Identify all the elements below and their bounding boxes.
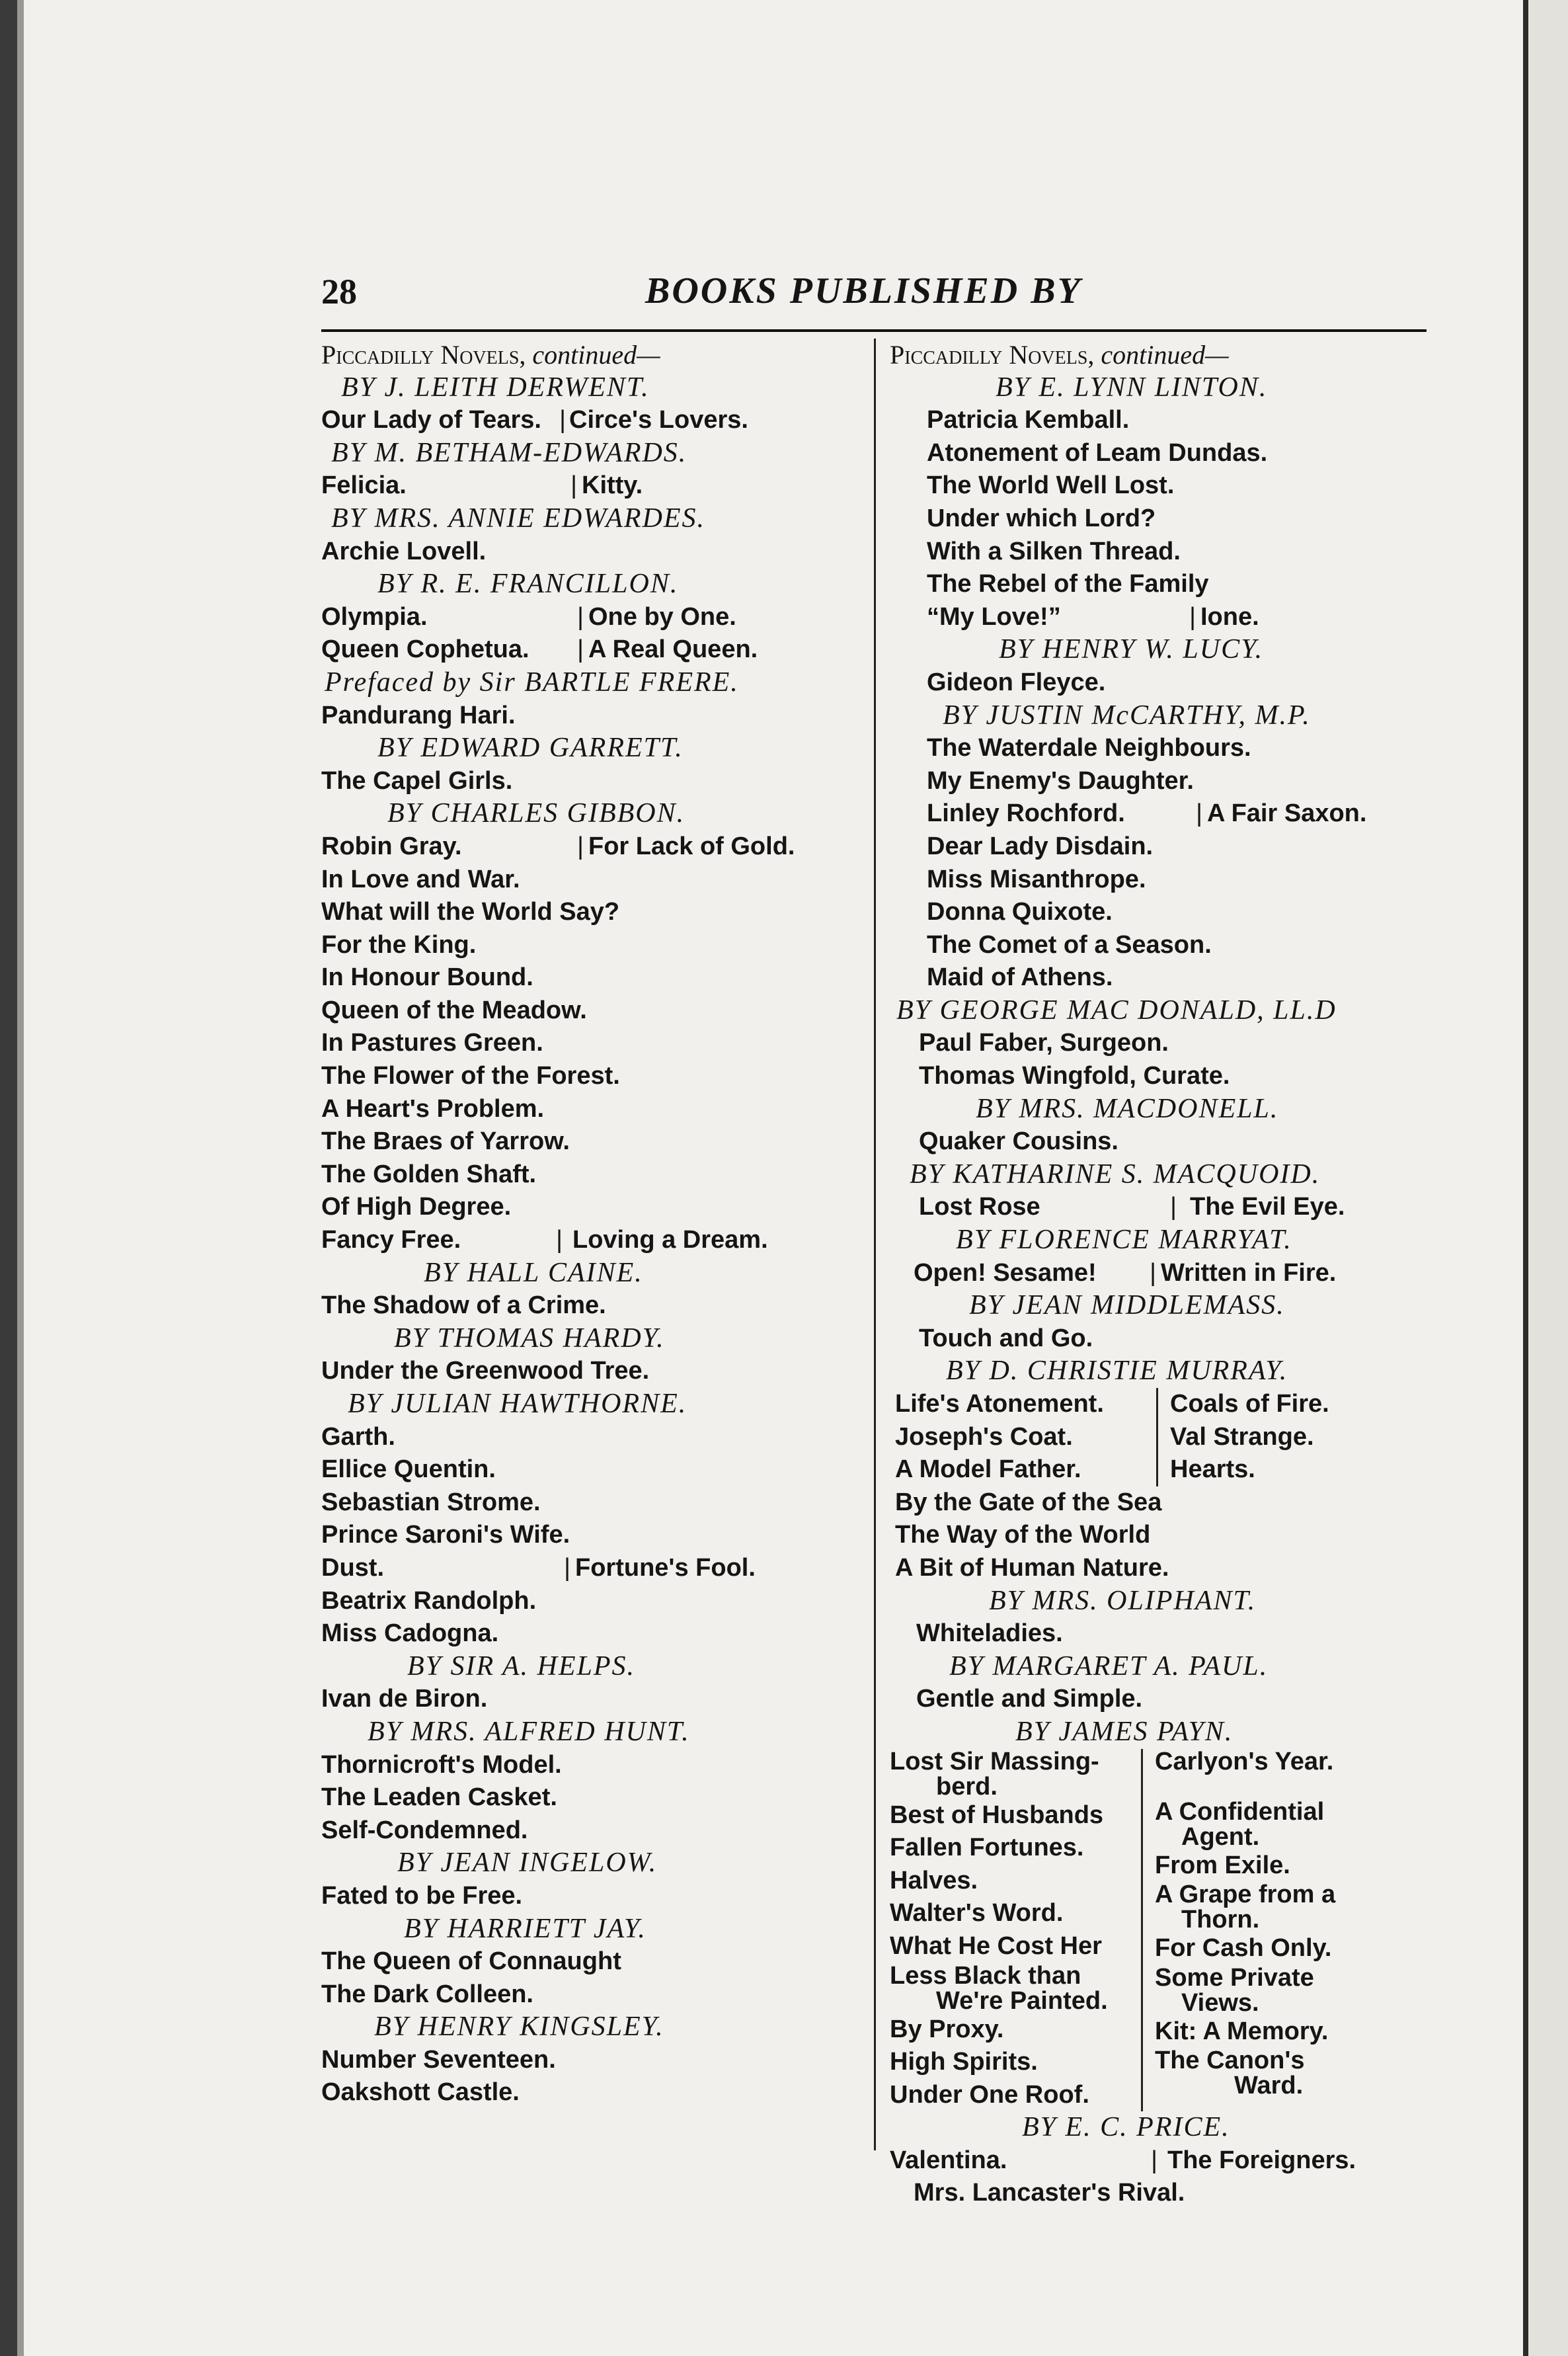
title-separator: | — [577, 635, 584, 664]
book-title: What will the World Say? — [321, 898, 620, 926]
book-title: The Rebel of the Family — [927, 570, 1209, 598]
book-title: Gentle and Simple. — [916, 1685, 1143, 1713]
book-title: Miss Cadogna. — [321, 1619, 499, 1648]
book-title: A Confidential — [1155, 1797, 1325, 1826]
book-title: Fancy Free. — [321, 1226, 461, 1254]
book-title: Views. — [1181, 1988, 1259, 2017]
book-title: The Braes of Yarrow. — [321, 1127, 570, 1156]
book-title: “My Love!” — [927, 602, 1061, 631]
book-title: Olympia. — [321, 602, 428, 631]
book-title: Ione. — [1200, 602, 1259, 631]
book-title: We're Painted. — [936, 1986, 1108, 2015]
book-title: For the King. — [321, 930, 477, 959]
title-pair — [321, 831, 857, 864]
author-heading: BY MRS. OLIPHANT. — [989, 1585, 1257, 1616]
book-title: Ellice Quentin. — [321, 1455, 496, 1484]
book-title: Whiteladies. — [916, 1619, 1063, 1648]
book-title: Some Private — [1155, 1963, 1314, 1992]
right-column — [890, 339, 1432, 2210]
book-title: What He Cost Her — [890, 1931, 1102, 1960]
book-title: Circe's Lovers. — [569, 406, 748, 434]
title-pair — [321, 633, 857, 667]
book-title: In Pastures Green. — [321, 1029, 543, 1057]
title-list-column — [1143, 1749, 1335, 2112]
book-title: The Queen of Connaught — [321, 1947, 621, 1976]
author-heading: BY R. E. FRANCILLON. — [377, 569, 679, 600]
book-title: For Cash Only. — [1155, 1934, 1332, 1963]
book-title: Fortune's Fool. — [575, 1553, 756, 1582]
title-pair — [321, 1552, 857, 1585]
book-title: Patricia Kemball. — [927, 406, 1130, 434]
book-title: The World Well Lost. — [927, 471, 1175, 500]
title-separator: | — [559, 406, 566, 434]
author-heading: BY MRS. ALFRED HUNT. — [368, 1716, 690, 1747]
author-heading: BY KATHARINE S. MACQUOID. — [910, 1158, 1321, 1190]
title-pair — [890, 797, 1432, 831]
title-pair — [890, 601, 1432, 634]
author-heading: BY SIR A. HELPS. — [407, 1650, 636, 1682]
book-title: Garth. — [321, 1422, 395, 1451]
title-separator: | — [1150, 1258, 1156, 1287]
book-title: Queen Cophetua. — [321, 635, 529, 664]
title-pair — [321, 601, 857, 634]
author-heading: BY E. C. PRICE. — [1022, 2112, 1230, 2143]
two-column-title-list — [890, 1749, 1432, 2112]
author-heading: BY D. CHRISTIE MURRAY. — [946, 1356, 1288, 1387]
two-column-title-list — [890, 1388, 1432, 1486]
book-title: The Dark Colleen. — [321, 1980, 533, 2008]
book-title: A Grape from a — [1155, 1881, 1336, 1909]
author-heading: BY HENRY W. LUCY. — [999, 634, 1264, 665]
author-heading: BY THOMAS HARDY. — [394, 1322, 665, 1354]
section-head: Piccadilly Novels, continued— — [321, 340, 660, 370]
book-title: Pandurang Hari. — [321, 701, 516, 729]
author-heading: BY GEORGE MAC DONALD, LL.D — [896, 995, 1337, 1026]
book-title: Oakshott Castle. — [321, 2078, 520, 2107]
book-title: Hearts. — [1170, 1455, 1255, 1484]
header-rule — [321, 329, 1427, 332]
book-title: For Lack of Gold. — [588, 832, 795, 860]
book-spine-shadow — [0, 0, 17, 2356]
book-title: Kit: A Memory. — [1155, 2017, 1329, 2045]
book-title: Donna Quixote. — [927, 898, 1113, 926]
book-title: Lost Rose — [919, 1193, 1040, 1221]
book-title: The Capel Girls. — [321, 766, 513, 795]
author-heading: Prefaced by Sir BARTLE FRERE. — [325, 667, 739, 698]
book-title: Carlyon's Year. — [1155, 1747, 1334, 1775]
book-title: One by One. — [588, 602, 736, 631]
book-title: Loving a Dream. — [572, 1226, 768, 1254]
book-title: Of High Degree. — [321, 1193, 512, 1221]
book-title: The Canon's — [1155, 2047, 1305, 2075]
book-title: Atonement of Leam Dundas. — [927, 438, 1268, 467]
book-title: A Fair Saxon. — [1207, 799, 1367, 828]
book-title: With a Silken Thread. — [927, 537, 1181, 565]
book-title: Beatrix Randolph. — [321, 1586, 537, 1615]
book-title: By Proxy. — [890, 2015, 1004, 2043]
title-separator: | — [1196, 799, 1202, 828]
book-title: Kitty. — [582, 471, 643, 500]
book-title: Under the Greenwood Tree. — [321, 1357, 650, 1385]
book-title: Open! Sesame! — [914, 1258, 1097, 1287]
column-divider — [874, 339, 876, 2150]
title-separator: | — [1189, 602, 1196, 631]
title-pair — [890, 1191, 1432, 1224]
book-title: Self-Condemned. — [321, 1816, 528, 1844]
author-heading: BY JUSTIN McCARTHY, M.P. — [943, 700, 1311, 731]
book-title: Ward. — [1234, 2072, 1304, 2100]
book-title: Written in Fire. — [1161, 1258, 1337, 1287]
book-title: My Enemy's Daughter. — [927, 766, 1194, 795]
author-heading: BY FLORENCE MARRYAT. — [956, 1225, 1292, 1256]
title-separator: | — [577, 832, 584, 860]
book-title: Valentina. — [890, 2146, 1007, 2174]
book-title: Life's Atonement. — [895, 1390, 1104, 1418]
book-title: In Love and War. — [321, 865, 520, 893]
author-heading: BY HALL CAINE. — [424, 1257, 643, 1288]
title-pair — [890, 2144, 1432, 2177]
author-heading: BY J. LEITH DERWENT. — [341, 372, 650, 403]
book-title: Agent. — [1181, 1822, 1260, 1851]
book-title: Best of Husbands — [890, 1801, 1104, 1829]
book-title: Archie Lovell. — [321, 537, 487, 565]
book-title: A Bit of Human Nature. — [895, 1553, 1169, 1582]
title-separator: | — [570, 471, 577, 500]
title-pair — [890, 1257, 1432, 1290]
book-title: Val Strange. — [1170, 1422, 1314, 1451]
author-heading: BY E. LYNN LINTON. — [996, 372, 1268, 403]
book-title: By the Gate of the Sea — [895, 1488, 1162, 1516]
book-title: A Model Father. — [895, 1455, 1081, 1484]
book-title: Sebastian Strome. — [321, 1488, 541, 1516]
book-title: Our Lady of Tears. — [321, 406, 541, 434]
book-title: Fallen Fortunes. — [890, 1834, 1084, 1862]
page-edge-shadow — [1523, 0, 1528, 2356]
title-list-column — [890, 1388, 1158, 1486]
book-title: A Real Queen. — [588, 635, 758, 664]
book-title: Joseph's Coat. — [895, 1422, 1073, 1451]
book-title: Paul Faber, Surgeon. — [919, 1029, 1169, 1057]
title-separator: | — [556, 1226, 563, 1254]
book-title: Dust. — [321, 1553, 384, 1582]
book-title: From Exile. — [1155, 1851, 1290, 1879]
book-title: Prince Saroni's Wife. — [321, 1521, 570, 1549]
book-title: Dear Lady Disdain. — [927, 832, 1154, 860]
book-title: Ivan de Biron. — [321, 1685, 488, 1713]
page-number: 28 — [321, 272, 357, 311]
author-heading: BY JEAN INGELOW. — [397, 1848, 658, 1879]
book-title: Touch and Go. — [919, 1324, 1093, 1352]
book-title: Thorn. — [1181, 1906, 1260, 1934]
book-title: The Golden Shaft. — [321, 1160, 537, 1188]
title-pair — [321, 469, 857, 503]
book-title: A Heart's Problem. — [321, 1094, 545, 1123]
title-separator: | — [564, 1553, 570, 1582]
title-separator: | — [1151, 2146, 1157, 2174]
book-title: High Spirits. — [890, 2048, 1038, 2076]
author-heading: BY EDWARD GARRETT. — [377, 733, 684, 764]
book-title: The Way of the World — [895, 1521, 1151, 1549]
book-title: The Shadow of a Crime. — [321, 1291, 606, 1320]
book-title: Number Seventeen. — [321, 2045, 556, 2074]
author-heading: BY JAMES PAYN. — [1015, 1716, 1234, 1747]
author-heading: BY JEAN MIDDLEMASS. — [969, 1290, 1285, 1321]
book-title: Less Black than — [890, 1961, 1081, 1990]
book-title: berd. — [936, 1772, 998, 1801]
author-heading: BY M. BETHAM-EDWARDS. — [331, 437, 687, 468]
book-title: Under One Roof. — [890, 2080, 1089, 2109]
book-title: Gideon Fleyce. — [927, 668, 1106, 696]
title-pair — [321, 1224, 857, 1257]
next-page-edge — [1528, 0, 1568, 2356]
book-title: The Leaden Casket. — [321, 1783, 557, 1812]
author-heading: BY JULIAN HAWTHORNE. — [348, 1389, 687, 1419]
book-title: In Honour Bound. — [321, 963, 533, 992]
book-title: Robin Gray. — [321, 832, 462, 860]
book-title: Thomas Wingfold, Curate. — [919, 1062, 1230, 1090]
section-head: Piccadilly Novels, continued— — [890, 340, 1229, 370]
author-heading: BY MARGARET A. PAUL. — [949, 1650, 1269, 1682]
book-title: The Foreigners. — [1167, 2146, 1356, 2174]
left-column — [321, 339, 857, 2109]
author-heading: BY CHARLES GIBBON. — [387, 798, 686, 829]
book-title: The Waterdale Neighbours. — [927, 734, 1251, 762]
author-heading: BY HARRIETT JAY. — [404, 1913, 647, 1944]
book-title: Coals of Fire. — [1170, 1390, 1329, 1418]
author-heading: BY HENRY KINGSLEY. — [374, 2011, 664, 2043]
book-title: Quaker Cousins. — [919, 1127, 1118, 1156]
book-title: The Evil Eye. — [1190, 1193, 1345, 1221]
book-title: Walter's Word. — [890, 1899, 1064, 1928]
book-title: The Flower of the Forest. — [321, 1062, 620, 1090]
running-head: BOOKS PUBLISHED BY — [645, 270, 1082, 311]
title-list-column — [1158, 1388, 1329, 1486]
book-title: Linley Rochford. — [927, 799, 1125, 828]
title-pair — [321, 404, 857, 437]
author-heading: BY MRS. MACDONELL. — [976, 1093, 1279, 1124]
book-title: Felicia. — [321, 471, 407, 500]
book-title: Maid of Athens. — [927, 963, 1113, 992]
title-list-column — [890, 1749, 1143, 2112]
book-title: Mrs. Lancaster's Rival. — [914, 2179, 1185, 2207]
book-spine-edge — [17, 0, 24, 2356]
title-separator: | — [577, 602, 584, 631]
book-title: Halves. — [890, 1866, 978, 1894]
book-title: Lost Sir Massing- — [890, 1747, 1099, 1775]
book-title: The Comet of a Season. — [927, 930, 1212, 959]
book-title: Fated to be Free. — [321, 1881, 523, 1910]
book-title: Miss Misanthrope. — [927, 865, 1146, 893]
book-title: Thornicroft's Model. — [321, 1750, 562, 1779]
book-title: Under which Lord? — [927, 504, 1156, 532]
title-separator: | — [1170, 1193, 1177, 1221]
book-title: Queen of the Meadow. — [321, 996, 587, 1024]
page-header — [321, 264, 1425, 317]
author-heading: BY MRS. ANNIE EDWARDES. — [331, 503, 706, 534]
